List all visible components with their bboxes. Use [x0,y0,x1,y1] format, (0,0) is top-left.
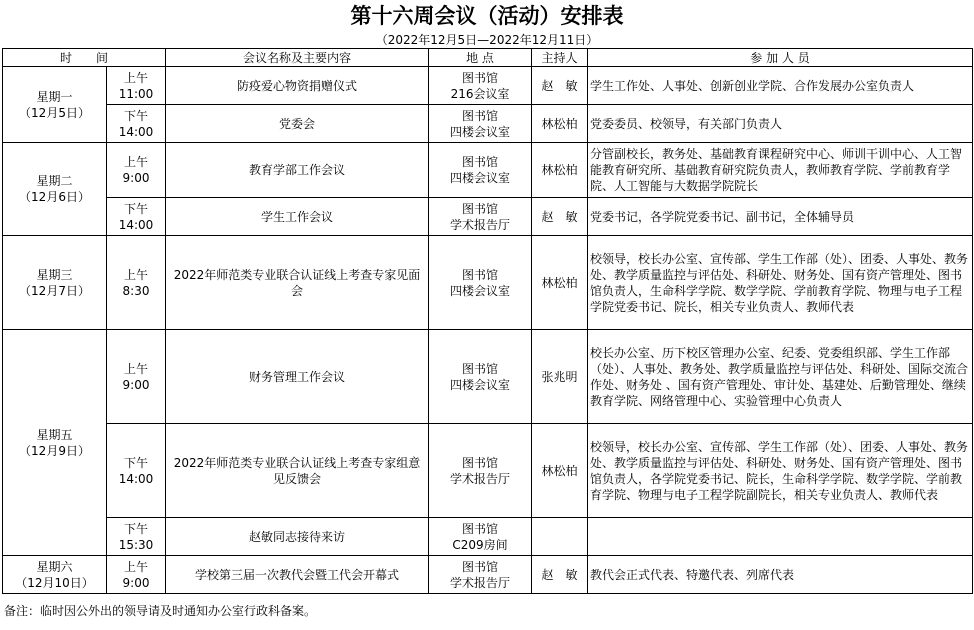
day-cell [3,143,107,236]
day-date: （12月9日） [19,443,90,458]
day-date: （12月6日） [19,190,90,204]
meeting-cell: 学校第三届一次教代会暨工代会开幕式 [166,556,429,594]
location-room: C209房间 [452,537,508,552]
host-cell: 赵 敏 [532,198,588,236]
day-date: （12月7日） [19,283,90,298]
day-name: 星期五 [36,427,73,442]
participants-cell: 校领导，校长办公室、宣传部、学生工作部（处）、团委、人事处、教务处、教学质量监控与评估处、科研处、财务处、国有资产管理处、图书馆负责人，各学院党委书记、院长，生命科学学院、数学学院、学前教育学院、物理与电子工程学院副院长，相关专业负责人、教师代表 [588,424,973,518]
header-location: 地 点 [429,49,532,67]
time-cell [107,556,166,594]
location-cell [429,143,532,198]
time-label: 14:00 [118,471,154,486]
header-row [3,49,973,67]
location-building: 图书馆 [462,521,499,536]
period-label: 下午 [124,201,149,216]
day-name: 星期二 [36,174,73,188]
location-cell [429,236,532,330]
time-cell [107,67,166,105]
day-date: （12月5日） [19,105,90,120]
location-cell [429,67,532,105]
host-cell: 林松柏 [532,105,588,143]
table-row [3,67,973,105]
period-label: 下午 [124,108,149,123]
location-cell [429,424,532,518]
meeting-cell: 赵敏同志接待来访 [166,518,429,556]
day-date: （12月10日） [15,575,94,590]
time-label: 15:30 [118,537,154,552]
participants-cell: 党委委员、校领导，有关部门负责人 [588,105,973,143]
time-cell [107,424,166,518]
header-participants: 参 加 人 员 [588,49,973,67]
time-cell [107,143,166,198]
header-meeting: 会议名称及主要内容 [166,49,429,67]
table-row [3,143,973,198]
table-row [3,198,973,236]
table-row [3,330,973,424]
period-label: 上午 [124,155,149,169]
day-name: 星期六 [36,559,73,574]
host-cell: 张兆明 [532,330,588,424]
location-cell [429,330,532,424]
day-cell [3,67,107,143]
time-label: 8:30 [122,283,150,298]
host-cell [532,518,588,556]
period-label: 上午 [124,361,149,376]
location-room: 学术报告厅 [450,471,511,486]
location-building: 图书馆 [462,361,499,376]
day-cell [3,330,107,556]
meeting-cell: 防疫爱心物资捐赠仪式 [166,67,429,105]
participants-cell [588,518,973,556]
table-row [3,236,973,330]
day-cell [3,556,107,594]
host-cell: 林松柏 [532,236,588,330]
schedule-table [2,48,973,594]
location-cell [429,518,532,556]
time-cell [107,330,166,424]
time-label: 9:00 [122,377,150,392]
time-label: 11:00 [118,86,154,101]
meeting-cell: 财务管理工作会议 [166,330,429,424]
meeting-cell: 2022年师范类专业联合认证线上考查专家组意见反馈会 [166,424,429,518]
period-label: 上午 [124,267,149,282]
header-host: 主持人 [532,49,588,67]
table-row [3,105,973,143]
participants-cell: 校领导，校长办公室、宣传部、学生工作部（处）、团委、人事处、教务处、教学质量监控与评估处、科研处、财务处、国有资产管理处、图书馆负责人，生命科学学院、数学学院、学前教育学院、物理与电子工程学院党委书记、院长，相关专业负责人、教师代表 [588,236,973,330]
page-title: 第十六周会议（活动）安排表 [350,4,624,28]
meeting-cell: 教育学部工作会议 [166,143,429,198]
location-room: 四楼会议室 [450,171,511,185]
location-cell [429,105,532,143]
location-building: 图书馆 [462,201,499,216]
location-building: 图书馆 [462,155,499,169]
location-building: 图书馆 [462,108,499,123]
location-room: 216会议室 [450,86,510,101]
time-label: 14:00 [118,217,154,232]
time-label: 9:00 [122,575,150,590]
location-room: 学术报告厅 [450,575,511,590]
time-label: 9:00 [122,171,150,185]
location-room: 四楼会议室 [450,283,511,298]
meeting-cell: 学生工作会议 [166,198,429,236]
period-label: 上午 [124,70,149,85]
table-row [3,556,973,594]
meeting-cell: 党委会 [166,105,429,143]
day-name: 星期三 [36,267,73,282]
meeting-cell: 2022年师范类专业联合认证线上考查专家见面会 [166,236,429,330]
location-building: 图书馆 [462,455,499,470]
period-label: 上午 [124,559,149,574]
participants-cell: 分管副校长，教务处、基础教育课程研究中心、师训干训中心、人工智能教育研究所、基础教育研究院负责人，教师教育学院、学前教育学院、人工智能与大数据学院院长 [588,143,973,198]
time-cell [107,198,166,236]
time-cell [107,518,166,556]
day-cell [3,236,107,330]
location-building: 图书馆 [462,559,499,574]
time-cell [107,236,166,330]
host-cell: 赵 敏 [532,67,588,105]
table-row [3,518,973,556]
participants-cell: 校长办公室、历下校区管理办公室、纪委、党委组织部、学生工作部（处）、人事处、教务处、教学质量监控与评估处、科研处、国际交流合作处、财务处 、国有资产管理处、审计处、基建处、后勤管理处、继续教育学院、网络管理中心、实验管理中心负责人 [588,330,973,424]
location-cell [429,556,532,594]
time-label: 14:00 [118,124,154,139]
participants-cell: 党委书记，各学院党委书记、副书记，全体辅导员 [588,198,973,236]
period-label: 下午 [124,521,149,536]
location-building: 图书馆 [462,267,499,282]
host-cell: 赵 敏 [532,556,588,594]
day-name: 星期一 [36,89,73,104]
header-time: 时 间 [3,49,166,67]
location-room: 学术报告厅 [450,217,511,232]
participants-cell: 教代会正式代表、特邀代表、列席代表 [588,556,973,594]
time-cell [107,105,166,143]
host-cell: 林松柏 [532,424,588,518]
table-row [3,424,973,518]
host-cell: 林松柏 [532,143,588,198]
location-room: 四楼会议室 [450,124,511,139]
location-building: 图书馆 [462,70,499,85]
period-label: 下午 [124,455,149,470]
location-cell [429,198,532,236]
location-room: 四楼会议室 [450,377,511,392]
date-range: （2022年12月5日—2022年12月11日） [375,33,599,47]
footnote: 备注：临时因公外出的领导请及时通知办公室行政科备案。 [4,604,317,618]
participants-cell: 学生工作处、人事处、创新创业学院、合作发展办公室负责人 [588,67,973,105]
